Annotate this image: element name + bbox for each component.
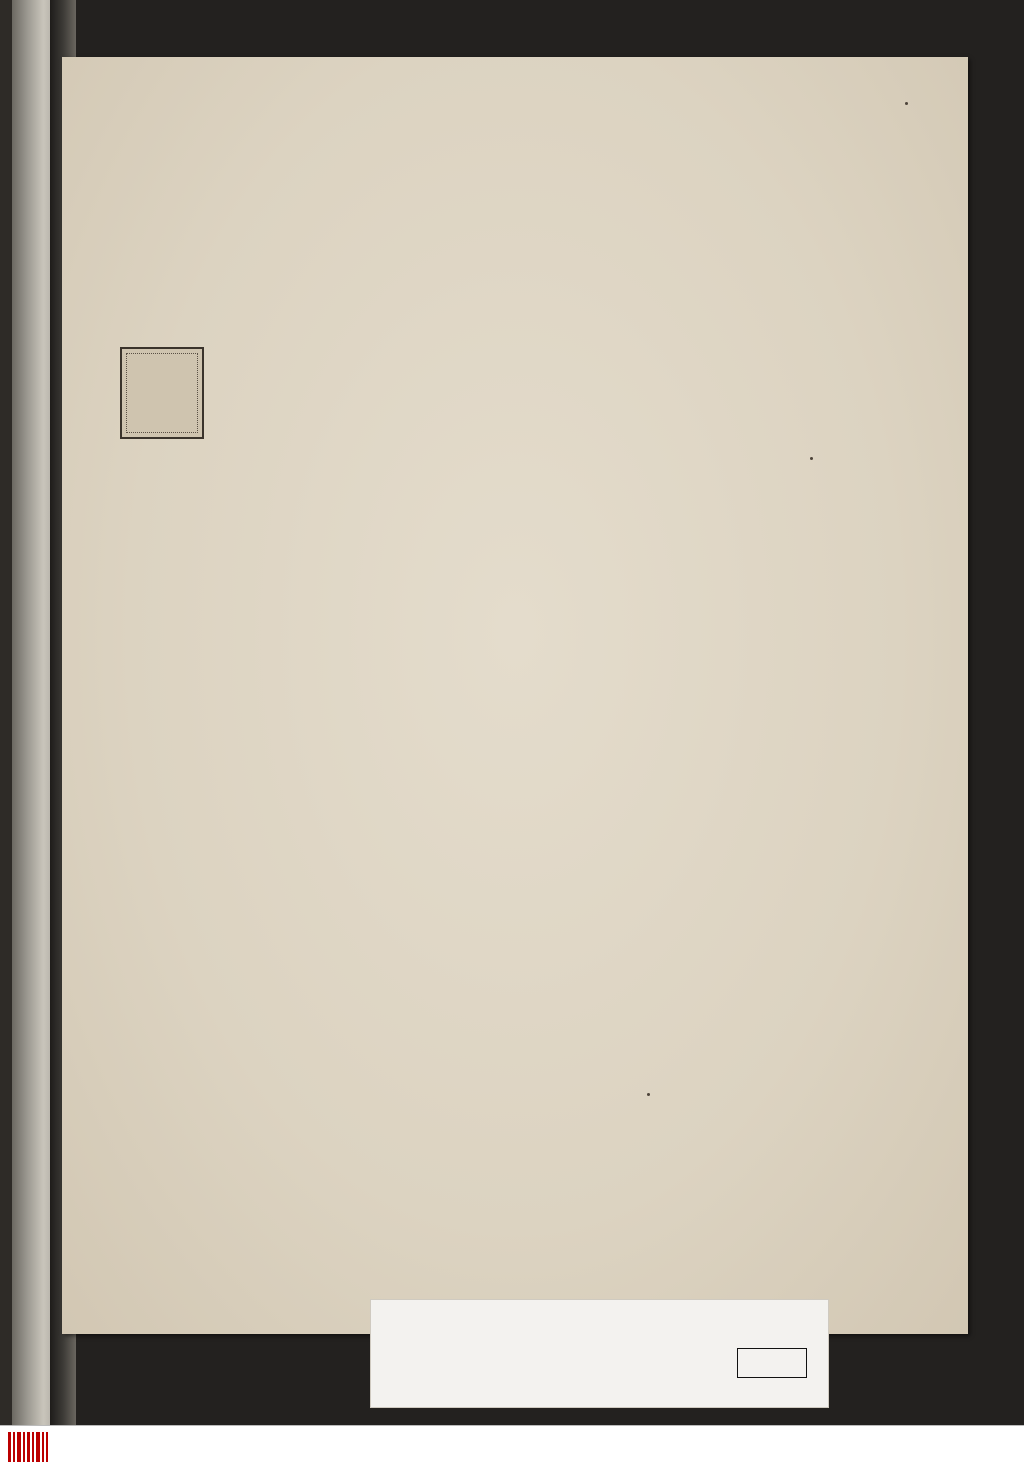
- page-footer-line: [122, 345, 847, 373]
- ruler-icon: [421, 1348, 639, 1380]
- paper-speck: [647, 1093, 650, 1096]
- paper-speck: [810, 457, 813, 460]
- page-text: [122, 127, 847, 373]
- chapter-heading: [122, 229, 847, 261]
- color-scale-card: [370, 1299, 829, 1408]
- book-page: [62, 57, 968, 1334]
- footer-bar: [0, 1425, 1024, 1468]
- running-head: [122, 127, 847, 167]
- chapter-subheading: [122, 273, 847, 327]
- barcode-icon: [8, 1432, 48, 1462]
- ruler-numbers: [415, 1378, 645, 1398]
- paper-speck: [905, 102, 908, 105]
- grayscale-swatch: [737, 1348, 807, 1378]
